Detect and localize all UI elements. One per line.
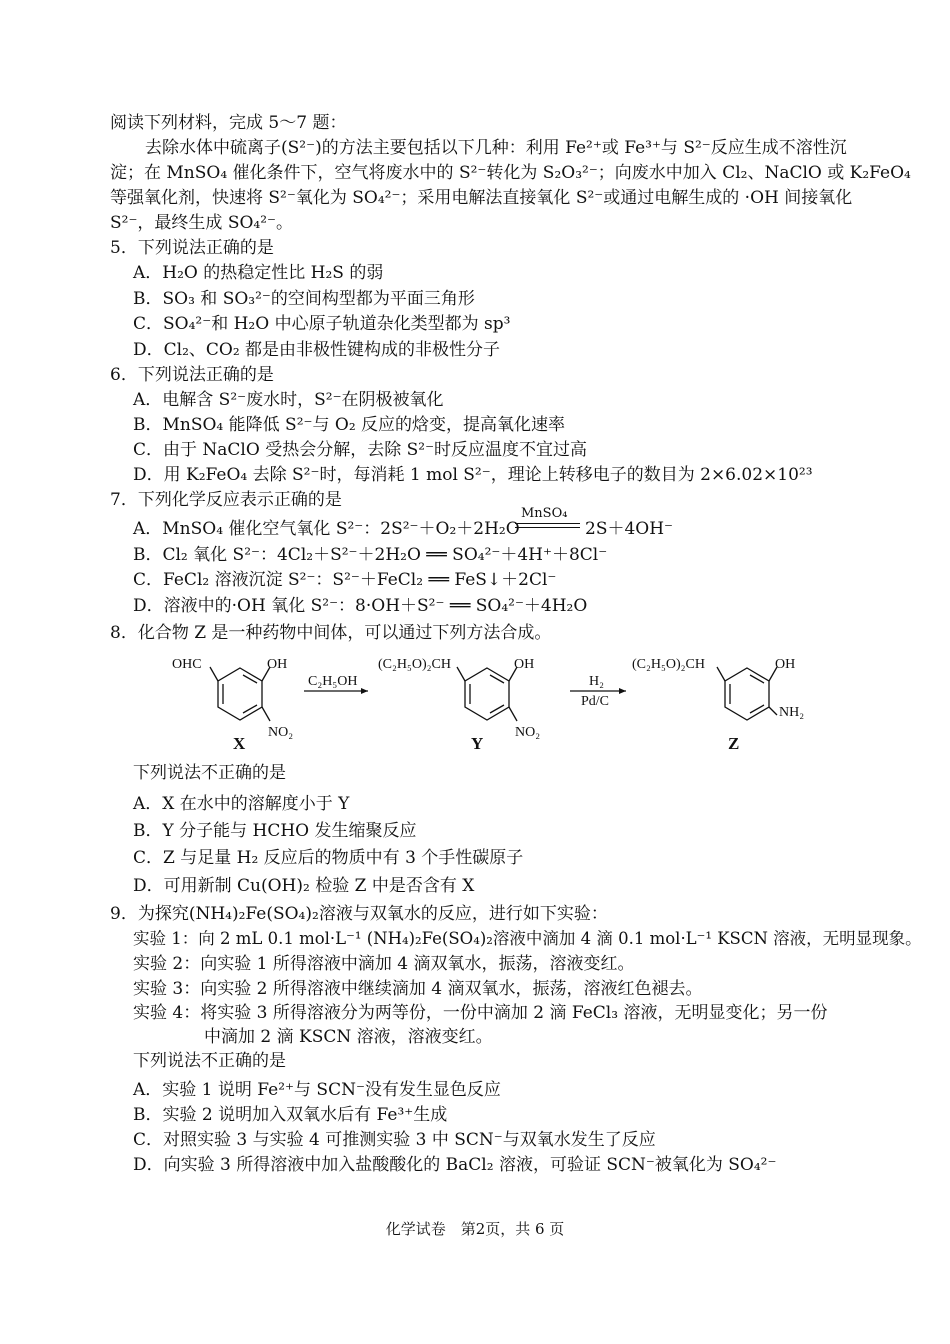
y-hydroxyl-label: OH [514,657,535,672]
question-5-option-c: C．SO₄²⁻和 H₂O 中心原子轨道杂化类型都为 sp³ [133,314,511,334]
question-5-option-d: D．Cl₂、CO₂ 都是由非极性键构成的非极性分子 [133,340,501,360]
page-footer: 化学试卷 第2页，共 6 页 [385,1220,565,1238]
y-acetal-label: (C₂H₅O)₂CH [378,657,451,672]
x-hydroxyl-label: OH [267,657,288,672]
question-7-option-a-left: A．MnSO₄ 催化空气氧化 S²⁻：2S²⁻＋O₂＋2H₂O [133,519,520,539]
arrow-1-head [361,688,368,694]
question-8-option-c: C．Z 与足量 H₂ 反应后的物质中有 3 个手性碳原子 [133,848,524,868]
reading-intro: 阅读下列材料，完成 5～7 题： [110,113,347,133]
z-hydroxyl-label: OH [775,657,796,672]
question-9-option-c: C．对照实验 3 与实验 4 可推测实验 3 中 SCN⁻与双氧水发生了反应 [133,1130,656,1150]
compound-y-label: Y [471,734,484,753]
ring-z [717,667,777,720]
question-8-option-a: A．X 在水中的溶解度小于 Y [133,794,350,814]
y-nitro-label: NO₂ [515,725,541,740]
question-5-stem: 5．下列说法正确的是 [110,238,274,258]
question-6-option-c: C．由于 NaClO 受热会分解，去除 S²⁻时反应温度不宜过高 [133,440,588,460]
compound-x-label: X [233,734,246,753]
x-nitro-label: NO₂ [268,725,294,740]
question-7-option-b: B．Cl₂ 氧化 S²⁻：4Cl₂＋S²⁻＋2H₂O ══ SO₄²⁻＋4H⁺＋8Cl⁻ [133,545,608,565]
question-6-stem: 6．下列说法正确的是 [110,365,274,385]
question-7-option-d: D．溶液中的·OH 氧化 S²⁻：8·OH＋S²⁻ ══ SO₄²⁻＋4H₂O [133,596,588,616]
arrow-2-head [619,688,626,694]
z-acetal-label: (C₂H₅O)₂CH [632,657,705,672]
question-8-option-b: B．Y 分子能与 HCHO 发生缩聚反应 [133,821,417,841]
experiment-4-continued: 中滴加 2 滴 KSCN 溶液，溶液变红。 [204,1027,493,1047]
question-8-sub: 下列说法不正确的是 [133,763,286,783]
question-7-option-c: C．FeCl₂ 溶液沉淀 S²⁻：S²⁻＋FeCl₂ ══ FeS↓＋2Cl⁻ [133,570,557,590]
experiment-1: 实验 1：向 2 mL 0.1 mol·L⁻¹ (NH₄)₂Fe(SO₄)₂溶液中滴加 4 滴 0.1 mol·L⁻¹ KSCN 溶液，无明显现象。 [133,929,922,948]
question-9-option-d: D．向实验 3 所得溶液中加入盐酸酸化的 BaCl₂ 溶液，可验证 SCN⁻被氧化为 SO₄²⁻ [133,1155,777,1175]
ring-x [210,667,270,721]
question-8-option-d: D．可用新制 Cu(OH)₂ 检验 Z 中是否含有 X [133,876,475,896]
question-6-option-a: A．电解含 S²⁻废水时，S²⁻在阴极被氧化 [133,390,444,410]
arrow-2-reagent: H₂ [589,674,604,689]
experiment-3: 实验 3：向实验 2 所得溶液中继续滴加 4 滴双氧水，振荡，溶液红色褪去。 [133,979,703,999]
question-5-option-b: B．SO₃ 和 SO₃²⁻的空间构型都为平面三角形 [133,289,475,309]
question-5-option-a: A．H₂O 的热稳定性比 H₂S 的弱 [133,263,384,283]
material-line-4: S²⁻，最终生成 SO₄²⁻。 [110,213,294,233]
ring-y [457,667,517,721]
arrow-1-reagent: C₂H₅OH [308,674,358,689]
question-6-option-b: B．MnSO₄ 能降低 S²⁻与 O₂ 反应的焓变，提高氧化速率 [133,415,566,435]
x-aldehyde-label: OHC [172,657,202,672]
experiment-2: 实验 2：向实验 1 所得溶液中滴加 4 滴双氧水，振荡，溶液变红。 [133,954,635,974]
compound-z-label: Z [728,734,740,753]
question-9-sub: 下列说法不正确的是 [133,1051,286,1071]
question-7-option-a-right: 2S＋4OH⁻ [585,519,674,539]
question-6-option-d: D．用 K₂FeO₄ 去除 S²⁻时，每消耗 1 mol S²⁻，理论上转移电子的数目为 2×6.02×10²³ [133,465,813,485]
material-line-3: 等强氧化剂，快速将 S²⁻氧化为 SO₄²⁻；采用电解法直接氧化 S²⁻或通过电解生成的 ·OH 间接氧化 [110,188,853,208]
question-8-stem: 8．化合物 Z 是一种药物中间体，可以通过下列方法合成。 [110,623,552,643]
question-9-option-a: A．实验 1 说明 Fe²⁺与 SCN⁻没有发生显色反应 [133,1080,501,1100]
material-line-2: 淀；在 MnSO₄ 催化条件下，空气将废水中的 S²⁻转化为 S₂O₃²⁻；向废水中加入 Cl₂、NaClO 或 K₂FeO₄ [110,163,911,183]
z-amino-label: NH₂ [779,705,805,720]
material-line-1: 去除水体中硫离子(S²⁻)的方法主要包括以下几种：利用 Fe²⁺或 Fe³⁺与 S²⁻反应生成不溶性沉 [145,138,847,158]
question-7-stem: 7．下列化学反应表示正确的是 [110,490,342,510]
arrow-2-catalyst: Pd/C [581,694,610,709]
experiment-4: 实验 4：将实验 3 所得溶液分为两等份，一份中滴加 2 滴 FeCl₃ 溶液，无明显变化；另一份 [133,1003,828,1023]
question-9-stem: 9．为探究(NH₄)₂Fe(SO₄)₂溶液与双氧水的反应，进行如下实验： [110,904,608,924]
question-7-option-a-condition: MnSO₄ [521,506,568,521]
question-9-option-b: B．实验 2 说明加入双氧水后有 Fe³⁺生成 [133,1105,448,1125]
